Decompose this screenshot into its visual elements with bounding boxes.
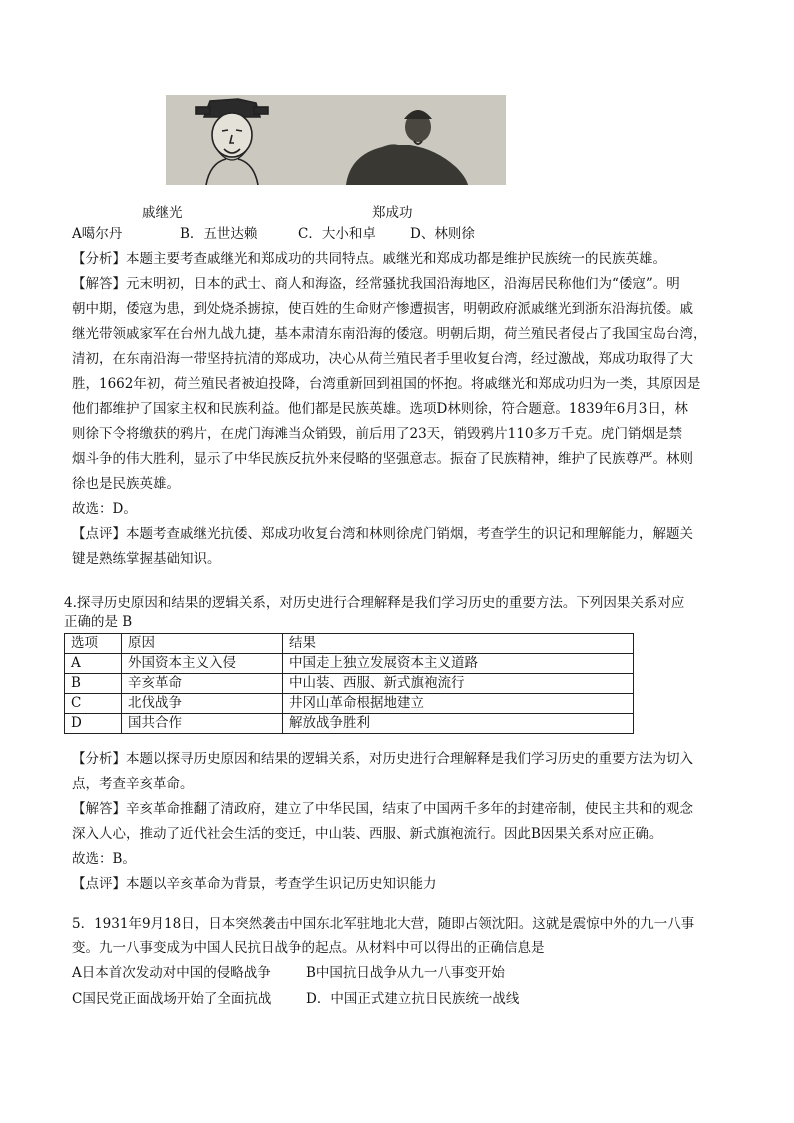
table-cell: 辛亥革命 xyxy=(122,674,283,694)
q4-analysis-line: 点，考查辛亥革命。 xyxy=(72,776,194,792)
q3-answer-line: 继光带领戚家军在台州九战九捷，基本肃清东南沿海的倭寇。明朝后期，荷兰殖民者侵占了我国宝岛台湾， xyxy=(72,326,707,342)
q3-comment-line: 【点评】本题考查戚继光抗倭、郑成功收复台湾和林则徐虎门销烟，考查学生的识记和理解能力，解题关 xyxy=(72,526,693,542)
q5-stem-line: 变。九一八事变成为中国人民抗日战争的起点。从材料中可以得出的正确信息是 xyxy=(72,940,545,956)
q4-choice: 故选：B。 xyxy=(72,851,136,867)
cause-effect-table xyxy=(64,633,634,734)
q4-answer-line: 深入人心，推动了近代社会生活的变迁，中山装、西服、新式旗袍流行。因此B因果关系对应正确。 xyxy=(72,826,663,842)
q4-comment: 【点评】本题以辛亥革命为背景，考查学生识记历史知识能力 xyxy=(72,876,437,892)
q3-comment-line: 键是熟练掌握基础知识。 xyxy=(72,551,221,567)
table-cell: 北伐战争 xyxy=(122,694,283,714)
table-row xyxy=(65,654,634,674)
portraits-image xyxy=(166,95,506,185)
table-cell: C xyxy=(65,694,122,714)
table-cell: 外国资本主义入侵 xyxy=(122,654,283,674)
option-d: D、林则徐 xyxy=(410,226,475,242)
option-b: B．五世达赖 xyxy=(180,226,258,242)
q5-option-b: B中国抗日战争从九一八事变开始 xyxy=(306,965,505,981)
q5-option-a: A日本首次发动对中国的侵略战争 xyxy=(72,965,271,981)
table-row xyxy=(65,714,634,734)
table-cell: A xyxy=(65,654,122,674)
table-cell: B xyxy=(65,674,122,694)
q3-choice: 故选：D。 xyxy=(72,501,137,517)
q5-option-d: D．中国正式建立抗日民族统一战线 xyxy=(306,991,520,1007)
portrait-figure xyxy=(166,95,506,185)
table-cell: 井冈山革命根据地建立 xyxy=(283,694,634,714)
q4-answer-line: 【解答】辛亥革命推翻了清政府，建立了中华民国，结束了中国两千多年的封建帝制，使民主共和的观念 xyxy=(72,801,693,817)
table-cell: 解放战争胜利 xyxy=(283,714,634,734)
q3-answer-line: 徐也是民族英雄。 xyxy=(72,476,180,492)
q4-stem-line: 正确的是 B xyxy=(64,614,133,630)
q3-answer-line: 【解答】元末明初，日本的武士、商人和海盗，经常骚扰我国沿海地区，沿海居民称他们为“倭寇”。明 xyxy=(72,276,680,292)
figure-caption-left: 戚继光 xyxy=(142,205,183,221)
q3-answer-line: 烟斗争的伟大胜利，显示了中华民族反抗外来侵略的坚强意志。振奋了民族精神，维护了民族尊严。林则 xyxy=(72,451,693,467)
q5-stem-line: 5．1931年9月18日，日本突然袭击中国东北军驻地北大营，随即占领沈阳。这就是震惊中外的九一八事 xyxy=(72,916,695,932)
option-a: A噶尔丹 xyxy=(72,226,123,242)
table-header: 原因 xyxy=(122,634,283,654)
option-c: C．大小和卓 xyxy=(298,226,376,242)
q4-analysis-line: 【分析】本题以探寻历史原因和结果的逻辑关系，对历史进行合理解释是我们学习历史的重要方法为切入 xyxy=(72,751,693,767)
table-header: 选项 xyxy=(65,634,122,654)
table-row xyxy=(65,674,634,694)
table-header: 结果 xyxy=(283,634,634,654)
table-cell: D xyxy=(65,714,122,734)
q4-stem-line: 4.探寻历史原因和结果的逻辑关系，对历史进行合理解释是我们学习历史的重要方法。下列因果关系对应 xyxy=(64,595,685,611)
q5-option-c: C国民党正面战场开始了全面抗战 xyxy=(72,991,272,1007)
table-cell: 中国走上独立发展资本主义道路 xyxy=(283,654,634,674)
q3-answer-line: 他们都维护了国家主权和民族利益。他们都是民族英雄。选项D林则徐，符合题意。1839年6月3日，林 xyxy=(72,401,688,417)
table-cell: 中山装、西服、新式旗袍流行 xyxy=(283,674,634,694)
q3-analysis: 【分析】本题主要考查戚继光和郑成功的共同特点。戚继光和郑成功都是维护民族统一的民族英雄。 xyxy=(72,251,666,267)
q3-answer-line: 朝中期，倭寇为患，到处烧杀掳掠，使百姓的生命财产惨遭损害，明朝政府派戚继光到浙东沿海抗倭。戚 xyxy=(72,301,693,317)
table-row xyxy=(65,694,634,714)
table-header-row xyxy=(65,634,634,654)
table-cell: 国共合作 xyxy=(122,714,283,734)
q3-answer-line: 则徐下令将缴获的鸦片，在虎门海滩当众销毁，前后用了23天，销毁鸦片110多万千克。虎门销烟是禁 xyxy=(72,426,682,442)
q3-answer-line: 清初，在东南沿海一带坚持抗清的郑成功，决心从荷兰殖民者手里收复台湾，经过激战，郑成功取得了大 xyxy=(72,351,693,367)
q3-answer-line: 胜，1662年初，荷兰殖民者被迫投降，台湾重新回到祖国的怀抱。将戚继光和郑成功归为一类，其原因是 xyxy=(72,376,701,392)
figure-caption-right: 郑成功 xyxy=(372,205,413,221)
